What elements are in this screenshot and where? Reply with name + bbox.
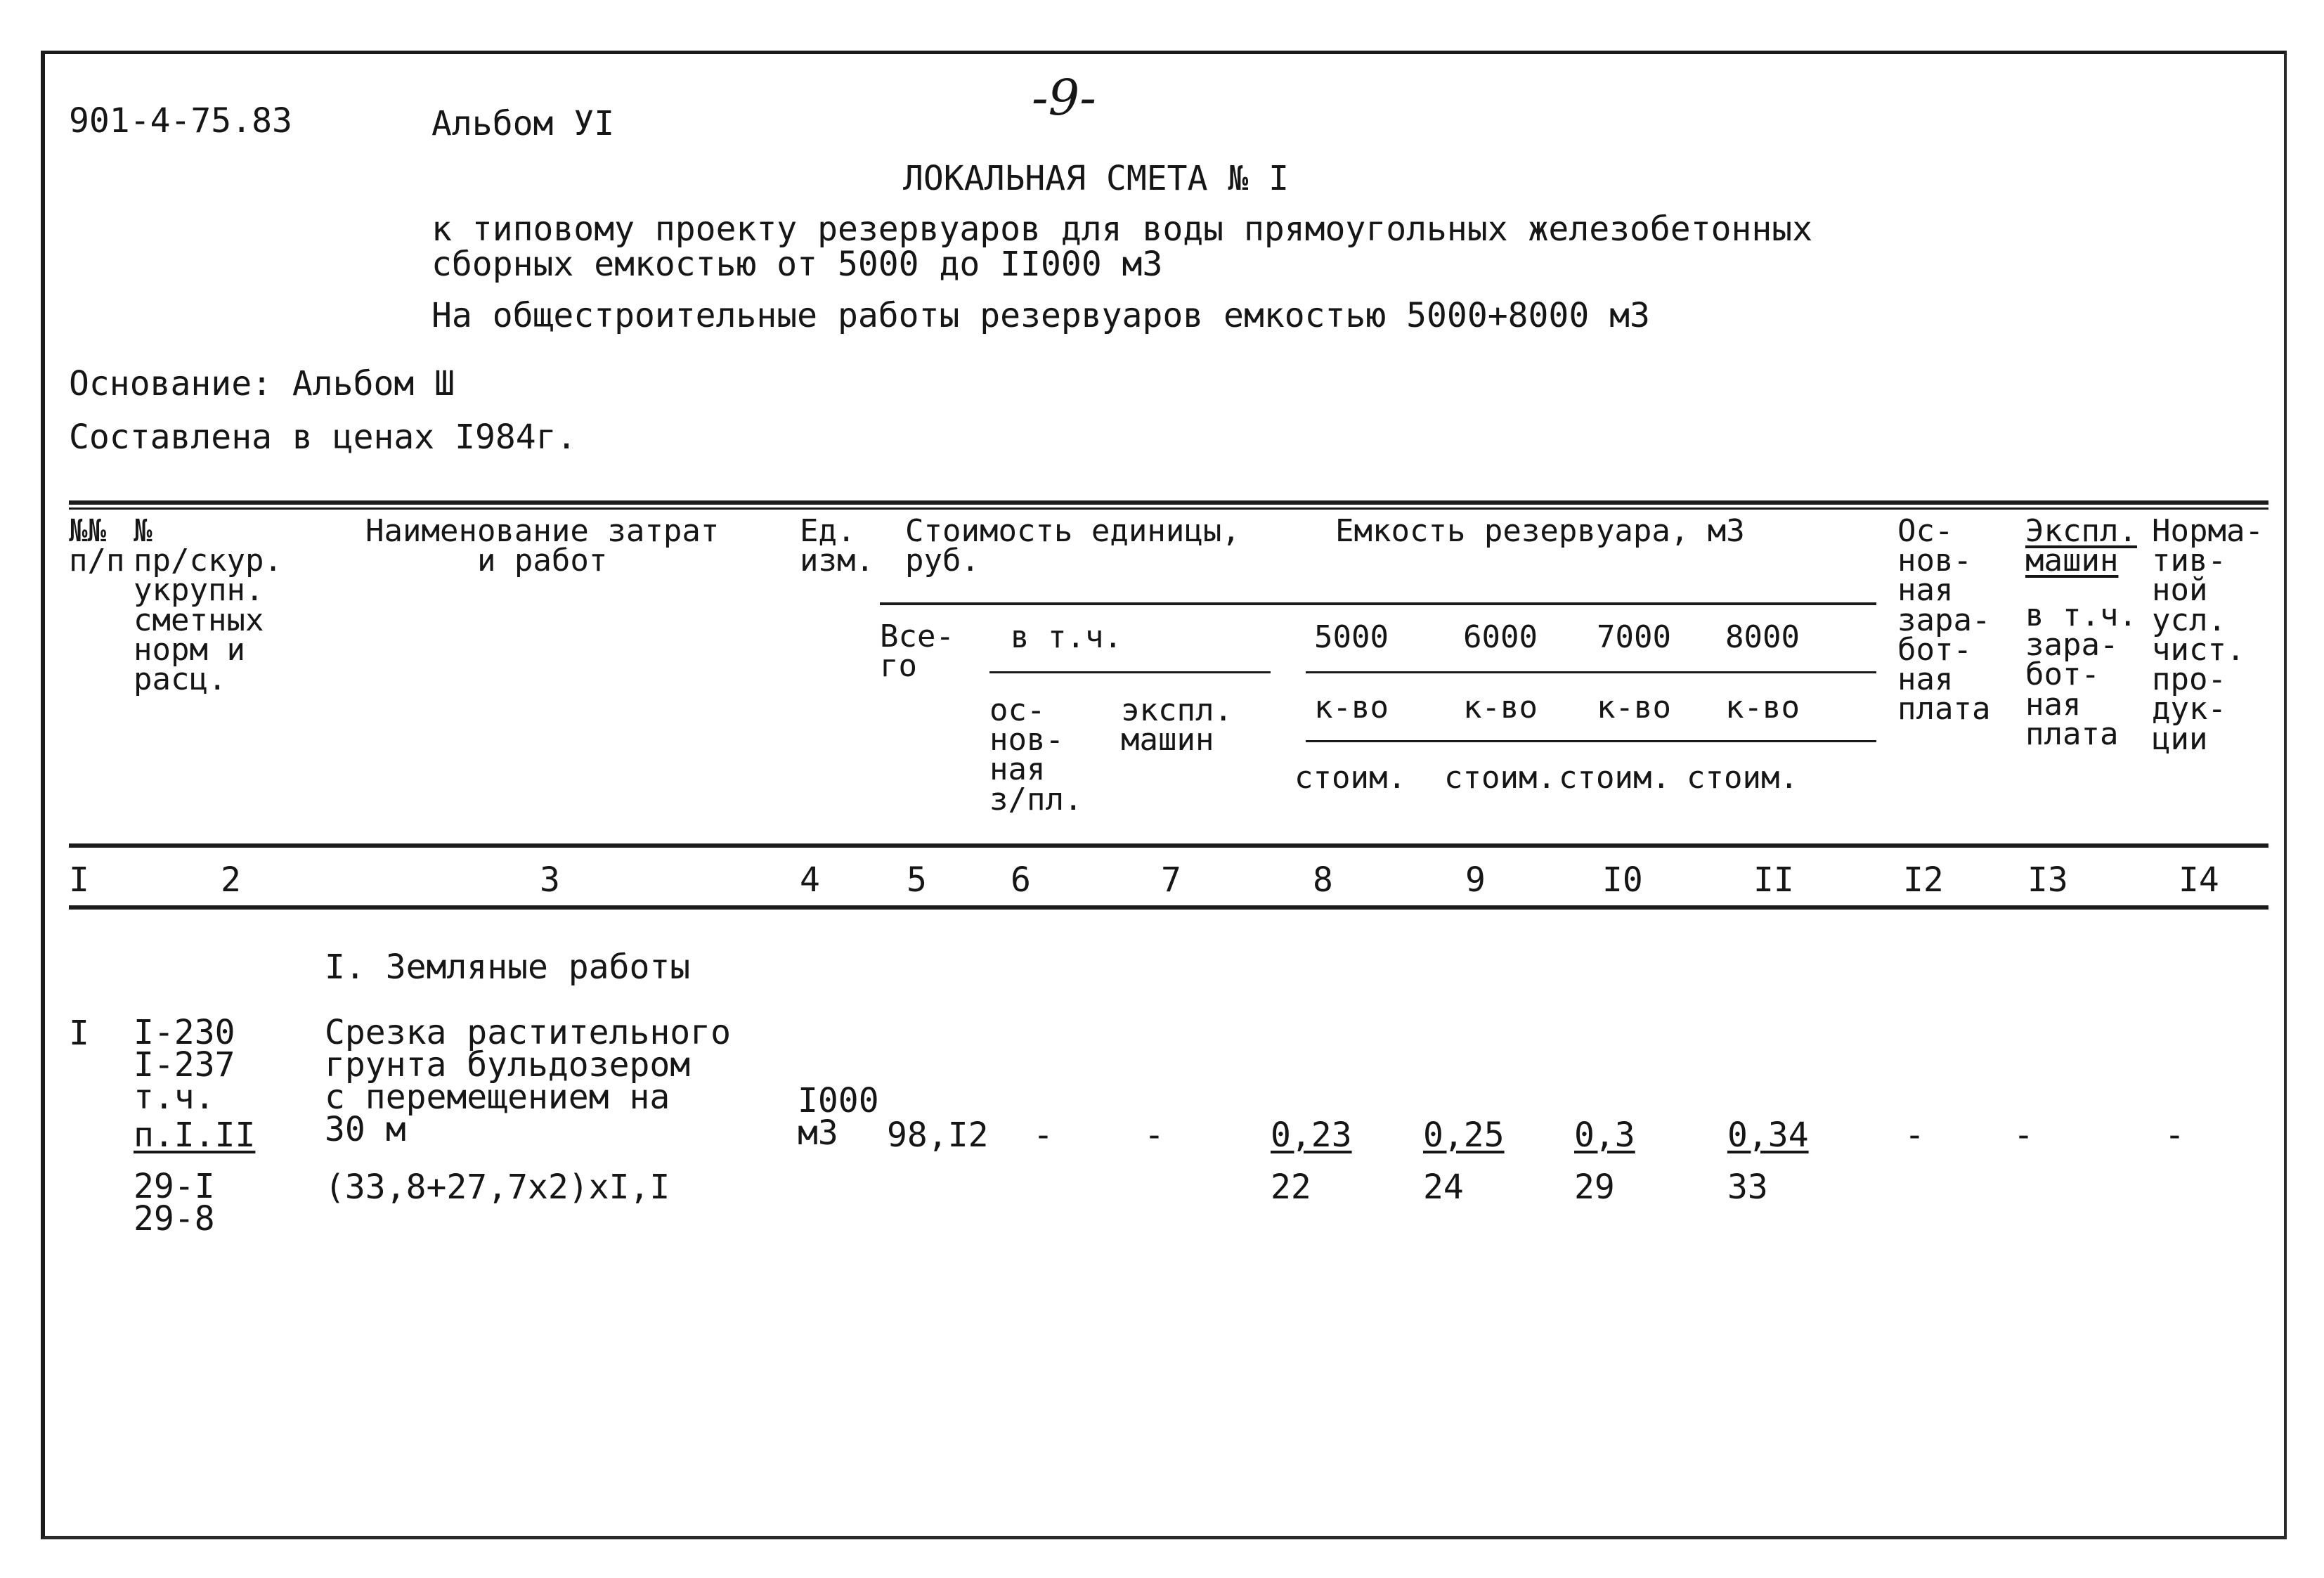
row-1-codes: I-230 I-237 т.ч. — [134, 1013, 235, 1118]
column-number-7: 7 — [1161, 860, 1181, 900]
header-cost-5000: стоим. — [1294, 760, 1406, 796]
header-machine-wage: в т.ч. зара- бот- ная плата — [2025, 597, 2137, 752]
page-number: -9- — [1032, 69, 1096, 127]
row-1-qty-7000: 0,3 — [1574, 1115, 1635, 1155]
row-1-work-name: Срезка растительного грунта бульдозером с перемещением на 30 м — [325, 1013, 731, 1150]
row-1-cost-8000: 33 — [1727, 1168, 1768, 1207]
header-rule-cost — [880, 602, 1876, 605]
header-machines: экспл. машин — [1121, 692, 1233, 758]
column-number-8: 8 — [1313, 860, 1333, 900]
document-code: 901-4-75.83 — [69, 101, 292, 141]
column-number-10: I0 — [1602, 860, 1643, 900]
row-1-base-wage: - — [1033, 1115, 1053, 1155]
row-1-cost-5000: 22 — [1271, 1168, 1311, 1207]
header-including: в т.ч. — [1011, 619, 1122, 655]
column-number-3: 3 — [540, 860, 560, 900]
row-1-total: 98,I2 — [887, 1115, 989, 1155]
row-1-machine-wage: - — [2013, 1115, 2034, 1155]
header-cost-7000: стоим. — [1559, 760, 1670, 796]
row-1-qty-8000: 0,34 — [1727, 1115, 1809, 1155]
table-top-rule — [69, 500, 2268, 505]
row-1-base-salary: - — [1904, 1115, 1925, 1155]
header-machine-operation: Экспл. машин — [2025, 513, 2137, 579]
subtitle-line-2: сборных емкостью от 5000 до II000 м3 — [431, 245, 1163, 284]
header-rule-qty — [1306, 740, 1876, 742]
row-1-qty-5000: 0,23 — [1271, 1115, 1352, 1155]
header-total: Все- го — [880, 619, 954, 685]
column-number-14: I4 — [2179, 860, 2219, 900]
header-capacity-6000: 6000 — [1463, 619, 1538, 655]
column-number-11: II — [1753, 860, 1794, 900]
row-1-unit: I000 м3 — [798, 1081, 879, 1153]
column-number-6: 6 — [1011, 860, 1031, 900]
row-1-codes-underlined: п.I.II — [134, 1115, 256, 1155]
table-top-rule-2 — [69, 507, 2268, 510]
header-capacity: Емкость резервуара, м3 — [1335, 513, 1745, 549]
basis-line: Основание: Альбом Ш — [69, 364, 455, 403]
header-cost-6000: стоим. — [1444, 760, 1556, 796]
numbers-bottom-rule — [69, 905, 2268, 910]
section-title: I. Земляные работы — [325, 948, 691, 987]
header-norm-code: № пр/скур. укрупн. сметных норм и расц. — [134, 513, 283, 698]
document-title: ЛОКАЛЬНАЯ СМЕТА № I — [903, 159, 1290, 198]
column-number-9: 9 — [1465, 860, 1486, 900]
subtitle-line-3: На общестроительные работы резервуаров емкостью 5000+8000 м3 — [431, 296, 1650, 335]
header-qty-7000: к-во — [1597, 690, 1671, 725]
header-base-wage: ос- нов- ная з/пл. — [989, 692, 1083, 817]
row-1-cost-7000: 29 — [1574, 1168, 1615, 1207]
header-row-number: №№ п/п — [69, 513, 125, 579]
prices-line: Составлена в ценах I984г. — [69, 418, 577, 457]
row-1-formula: (33,8+27,7x2)xI,I — [325, 1168, 670, 1207]
row-1-codes-2: 29-I 29-8 — [134, 1167, 215, 1239]
header-bottom-rule — [69, 843, 2268, 848]
header-qty-8000: к-во — [1725, 690, 1800, 725]
header-normative-production: Норма- тив- ной усл. чист. про- дук- ции — [2152, 513, 2264, 757]
header-unit-cost: Стоимость единицы, руб. — [905, 513, 1240, 579]
column-number-1: I — [69, 860, 89, 900]
header-capacity-5000: 5000 — [1314, 619, 1389, 655]
column-number-4: 4 — [800, 860, 820, 900]
header-capacity-7000: 7000 — [1597, 619, 1671, 655]
column-number-2: 2 — [221, 860, 241, 900]
row-1-machines: - — [1144, 1115, 1164, 1155]
subtitle-line-1: к типовому проекту резервуаров для воды прямоугольных железобетонных — [431, 209, 1813, 249]
header-base-salary: Ос- нов- ная зара- бот- ная плата — [1897, 513, 1991, 727]
header-capacity-8000: 8000 — [1725, 619, 1800, 655]
album-label: Альбом УI — [431, 104, 615, 143]
header-cost-name: Наименование затрат и работ — [365, 513, 720, 579]
header-cost-8000: стоим. — [1687, 760, 1798, 796]
page-frame — [41, 51, 2287, 1539]
row-1-normative: - — [2164, 1115, 2185, 1155]
row-1-cost-6000: 24 — [1423, 1168, 1464, 1207]
header-qty-5000: к-во — [1314, 690, 1389, 725]
column-number-12: I2 — [1903, 860, 1944, 900]
header-rule-capacity — [1306, 671, 1876, 673]
header-rule-incl — [989, 671, 1271, 673]
header-qty-6000: к-во — [1463, 690, 1538, 725]
row-1-qty-6000: 0,25 — [1423, 1115, 1505, 1155]
column-number-5: 5 — [907, 860, 927, 900]
column-number-13: I3 — [2027, 860, 2068, 900]
header-unit: Ед. изм. — [800, 513, 874, 579]
row-1-number: I — [69, 1014, 89, 1053]
